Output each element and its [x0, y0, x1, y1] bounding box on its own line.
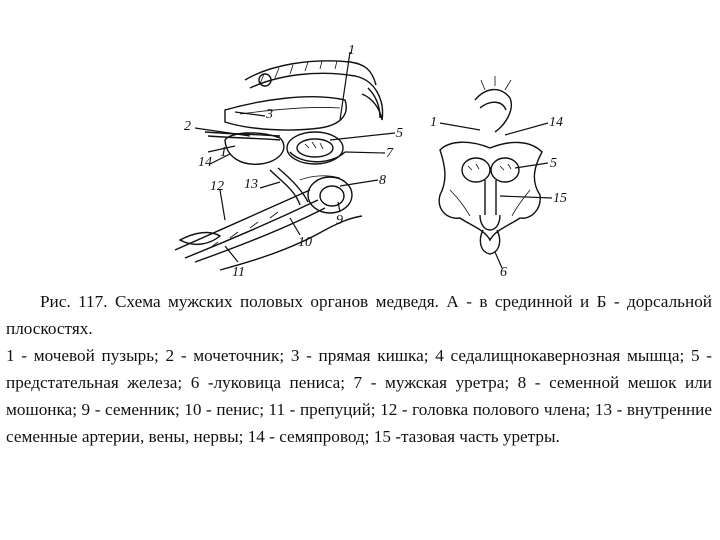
- label-a-7: 7: [386, 146, 393, 161]
- label-a-14: 14: [198, 155, 212, 170]
- caption-title: Рис. 117. Схема мужских половых органов медведя. А - в срединной и Б - дорсальной плоскостях.: [6, 292, 712, 338]
- label-a-12: 12: [210, 179, 224, 194]
- label-b-14: 14: [549, 115, 563, 130]
- label-a-5: 5: [396, 126, 403, 141]
- label-a-3: 3: [266, 107, 273, 122]
- label-a-8: 8: [379, 173, 386, 188]
- label-a-2: 2: [184, 119, 191, 134]
- anatomical-figure: [150, 40, 590, 280]
- label-a-9: 9: [336, 213, 343, 228]
- label-a-11-top: 1: [348, 43, 355, 58]
- panel-b-drawing: [439, 76, 552, 268]
- label-a-10: 10: [298, 235, 312, 250]
- label-a-13: 13: [244, 177, 258, 192]
- label-a-11: 11: [232, 265, 245, 280]
- figure-caption: [6, 288, 712, 450]
- label-b-1: 1: [430, 115, 437, 130]
- caption-legend: 1 - мочевой пузырь; 2 - мочеточник; 3 - прямая кишка; 4 седалищнокавернозная мышца; 5 - предстательная железа; 6 -луковица пениса; 7 - мужская уретра; 8 - семенной мешок или мошонка; 9 - семенник; 10 - пенис; 11 - препуций; 12 - головка полового члена; 13 - внутренние семенные артерии, вены, нервы; 14 - семяпровод; 15 -тазовая часть уретры.: [6, 346, 712, 446]
- label-b-15: 15: [553, 191, 567, 206]
- label-b-5: 5: [550, 156, 557, 171]
- label-b-6: 6: [500, 265, 507, 280]
- label-a-1: 1: [220, 145, 227, 160]
